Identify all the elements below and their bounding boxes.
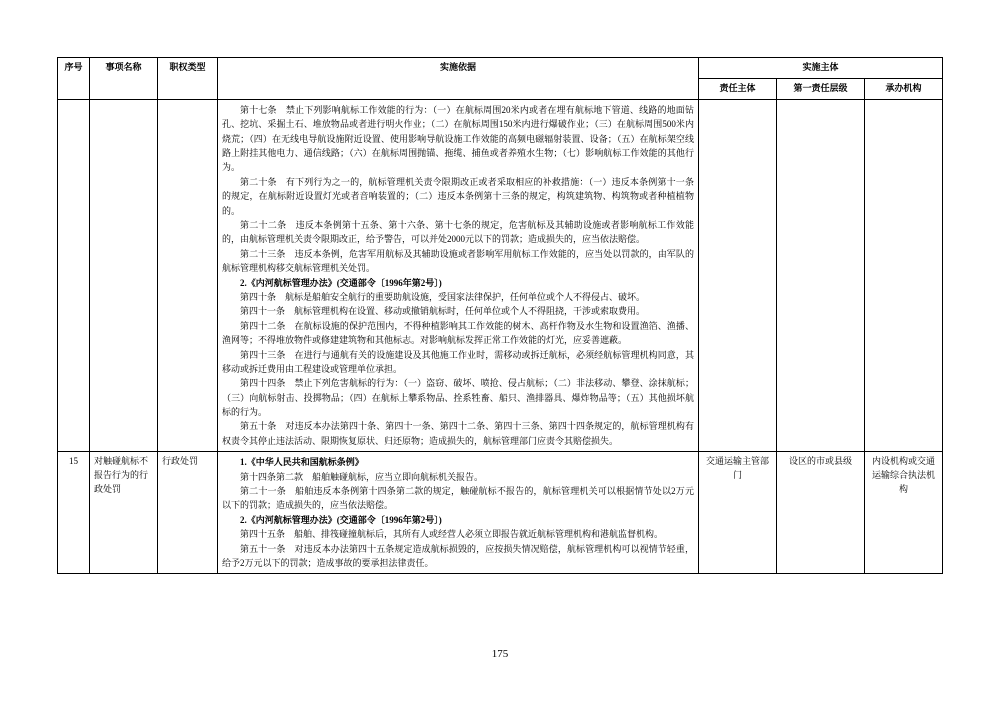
cell-seq: 15 (58, 452, 90, 574)
basis-paragraph: 第四十二条 在航标设施的保护范围内，不得种植影响其工作效能的树木、高杆作物及水生物和设置渔箔、渔播、渔网等；不得堆放物件或修建建筑物和其他标志。对影响航标发挥正常工作效能的灯光，应妥善遮蔽。 (222, 320, 694, 346)
cell-undertaking-organization: 内设机构或交通运输综合执法机构 (864, 452, 942, 574)
table-container (57, 57, 943, 574)
cell-item-name: 对触碰航标不报告行为的行政处罚 (90, 452, 158, 574)
header-authority-type: 职权类型 (158, 58, 218, 100)
basis-law-title: 2.《内河航标管理办法》(交通部令〔1996年第2号〕) (240, 514, 442, 525)
cell-responsible-subject: 交通运输主管部门 (698, 452, 776, 574)
header-first-responsibility-level: 第一责任层级 (776, 78, 864, 99)
basis-paragraph: 第五十一条 对违反本办法第四十五条规定造成航标损毁的，应按损失情况赔偿，航标管理机构可以视情节轻重，给予2万元以下的罚款；造成事故的要承担法律责任。 (222, 543, 694, 568)
basis-law-title: 2.《内河航标管理办法》(交通部令〔1996年第2号〕) (240, 277, 442, 288)
basis-paragraph: 第十四条第二款 船舶触碰航标，应当立即向航标机关报告。 (240, 471, 484, 482)
basis-paragraph: 第四十一条 航标管理机构在设置、移动或撤销航标时，任何单位或个人不得阻挠，干涉或索取费用。 (240, 306, 646, 317)
table-header-row-1 (58, 58, 943, 79)
cell-authority-type (158, 99, 218, 451)
authority-list-table (57, 57, 943, 574)
basis-paragraph: 第四十四条 禁止下列危害航标的行为：（一）盗窃、破坏、喷抢、侵占航标；（二）非法移动、攀登、涂抹航标；（三）向航标射击、投掷物品；（四）在航标上攀系物品、拴系牲畜、船只、渔排器具、爆炸物品等；（五）其他损坏航标的行为。 (222, 378, 694, 418)
cell-basis (218, 99, 699, 451)
header-item-name: 事项名称 (90, 58, 158, 100)
basis-paragraph: 第二十三条 违反本条例，危害军用航标及其辅助设施或者影响军用航标工作效能的，应当处以罚款的，由军队的航标管理机构移交航标管理机关处罚。 (222, 248, 694, 274)
page-number: 175 (491, 648, 509, 660)
table-row (58, 452, 943, 574)
basis-paragraph: 第二十一条 船舶违反本条例第十四条第二款的规定，触碰航标不报告的，航标管理机关可以根据情节处以2万元以下的罚款；造成损失的，应当依法赔偿。 (222, 486, 694, 511)
cell-first-responsibility-level: 设区的市或县级 (776, 452, 864, 574)
basis-law-title: 1.《中华人民共和国航标条例》 (240, 457, 364, 468)
table-row (58, 99, 943, 451)
basis-paragraph: 第四十条 航标是船舶安全航行的重要助航设施，受国家法律保护，任何单位或个人不得侵占、破坏。 (240, 291, 646, 302)
basis-paragraph: 第二十二条 违反本条例第十五条、第十六条、第十七条的规定，危害航标及其辅助设施或者影响航标工作效能的，由航标管理机关责令限期改正，给予警告，可以并处2000元以下的罚款；造成损失的，应当依法赔偿。 (222, 220, 694, 245)
cell-undertaking-organization (864, 99, 942, 451)
header-basis: 实施依据 (218, 58, 699, 100)
cell-authority-type: 行政处罚 (158, 452, 218, 574)
header-seq: 序号 (58, 58, 90, 100)
cell-item-name (90, 99, 158, 451)
basis-paragraph: 第五十条 对违反本办法第四十条、第四十一条、第四十二条、第四十三条、第四十四条规定的，航标管理机构有权责令其停止违法活动、限期恢复原状、归还原物；造成损失的，航标管理部门应责令其赔偿损失。 (222, 421, 694, 446)
basis-paragraph: 第四十五条 船舶、排筏碰撞航标后，其所有人或经营人必须立即报告就近航标管理机构和港航监督机构。 (240, 529, 664, 540)
basis-paragraph: 第十七条 禁止下列影响航标工作效能的行为：（一）在航标周围20米内或者在埋有航标地下管道、线路的地面钻孔、挖坑、采掘土石、堆放物品或者进行明火作业；（二）在航标周围150米内进行爆破作业；（三）在航标周围500米内烧荒；（四）在无线电导航设施附近设置、使用影响导航设施工作效能的高频电磁辐射装置、设备；（五）在航标架空线路上附挂其他电力、通信线路；（六）在航标周围抛锚、拖缆、捕鱼或者养殖水生物；（七）影响航标工作效能的其他行为。 (222, 104, 694, 173)
basis-paragraph: 第二十条 有下列行为之一的，航标管理机关责令限期改正或者采取相应的补救措施：（一）违反本条例第十一条的规定，在航标附近设置灯光或者音响装置的；（二）违反本条例第十三条的规定，构筑建筑物、构筑物或者种植植物的。 (222, 176, 694, 216)
header-undertaking-organization: 承办机构 (864, 78, 942, 99)
header-implementing-subject: 实施主体 (698, 58, 942, 79)
basis-paragraph: 第四十三条 在进行与通航有关的设施建设及其他施工作业时，需移动或拆迁航标，必须经航标管理机构同意，其移动或拆迁费用由工程建设或管理单位承担。 (222, 349, 694, 374)
cell-first-responsibility-level (776, 99, 864, 451)
cell-basis (218, 452, 699, 574)
cell-seq (58, 99, 90, 451)
header-responsible-subject: 责任主体 (698, 78, 776, 99)
cell-responsible-subject (698, 99, 776, 451)
